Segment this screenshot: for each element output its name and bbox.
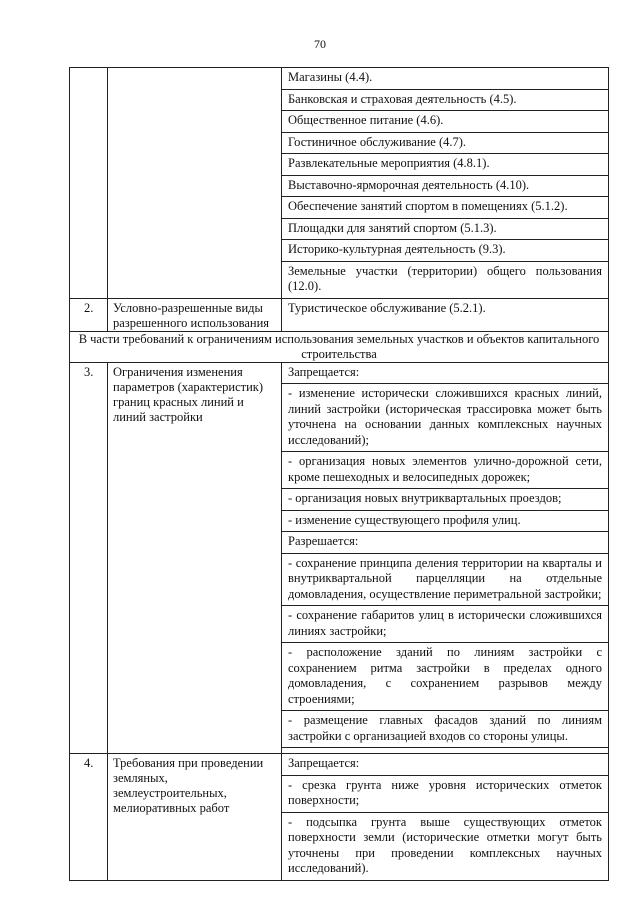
content-paragraph: - сохранение принципа деления территории на кварталы и внутриквартальной парцелляции на отдельные домовладения, осуществление периметральной застройки;	[282, 554, 608, 607]
content-paragraph: Магазины (4.4).	[282, 68, 608, 90]
content-paragraph: - сохранение габаритов улиц в исторически сложившихся линиях застройки;	[282, 606, 608, 643]
row-content-cell	[282, 68, 609, 299]
row-number-cell: 3.	[70, 362, 108, 754]
row-name-cell: Требования при проведении земляных, землеустроительных, мелиоративных работ	[108, 754, 282, 881]
content-paragraph: Историко-культурная деятельность (9.3).	[282, 240, 608, 262]
cell-spacer	[282, 748, 608, 753]
content-paragraph: Туристическое обслуживание (5.2.1).	[288, 300, 486, 315]
section-heading: В части требований к ограничениям использования земельных участков и объектов капитального строительства	[70, 331, 609, 362]
row-content-cell	[282, 754, 609, 881]
content-paragraph: Земельные участки (территории) общего пользования (12.0).	[288, 263, 602, 293]
content-paragraph: Развлекательные мероприятия (4.8.1).	[282, 154, 608, 176]
content-paragraph: Гостиничное обслуживание (4.7).	[282, 133, 608, 155]
content-paragraph: Выставочно-ярморочная деятельность (4.10).	[282, 176, 608, 198]
row-number-cell: 4.	[70, 754, 108, 881]
row-content-cell	[282, 298, 609, 331]
content-paragraph: Банковская и страховая деятельность (4.5).	[282, 90, 608, 112]
row-name-cell	[108, 68, 282, 299]
content-paragraph: Запрещается:	[282, 363, 608, 385]
section-heading-row	[70, 331, 609, 362]
content-paragraph: Обеспечение занятий спортом в помещениях (5.1.2).	[282, 197, 608, 219]
regulations-table	[69, 67, 609, 881]
content-paragraph: - срезка грунта ниже уровня исторических отметок поверхности;	[282, 776, 608, 813]
content-paragraph: Площадки для занятий спортом (5.1.3).	[282, 219, 608, 241]
content-paragraph: - расположение зданий по линиям застройки с сохранением ритма застройки в пределах одного домовладения, с сохранением разрывов между строениями;	[282, 643, 608, 711]
content-paragraph: Общественное питание (4.6).	[282, 111, 608, 133]
page-number: 70	[314, 37, 326, 51]
row-number-cell	[70, 68, 108, 299]
row-number-cell: 2.	[70, 298, 108, 331]
table-body	[70, 68, 609, 881]
content-paragraph: - изменение исторически сложившихся красных линий, линий застройки (историческая трассировка может быть уточнена на основании данных комплексных научных исследований);	[282, 384, 608, 452]
content-paragraph: - размещение главных фасадов зданий по линиям застройки с организацией входов со стороны улицы.	[282, 711, 608, 748]
table-row	[70, 362, 609, 754]
content-paragraph: - подсыпка грунта выше существующих отметок поверхности земли (исторические отметки могут быть уточнены при проведении комплексных научных исследований).	[288, 814, 602, 875]
row-name-cell: Ограничения изменения параметров (характеристик) границ красных линий и линий застройки	[108, 362, 282, 754]
table-row	[70, 298, 609, 331]
row-content-cell	[282, 362, 609, 754]
table-row	[70, 68, 609, 299]
content-paragraph: - изменение существующего профиля улиц.	[282, 511, 608, 533]
content-paragraph: - организация новых внутриквартальных проездов;	[282, 489, 608, 511]
row-name-cell: Условно-разрешенные виды разрешенного использования	[108, 298, 282, 331]
table-row	[70, 754, 609, 881]
content-paragraph: - организация новых элементов улично-дорожной сети, кроме пешеходных и велосипедных дорожек;	[282, 452, 608, 489]
content-paragraph: Запрещается:	[282, 754, 608, 776]
content-paragraph: Разрешается:	[282, 532, 608, 554]
